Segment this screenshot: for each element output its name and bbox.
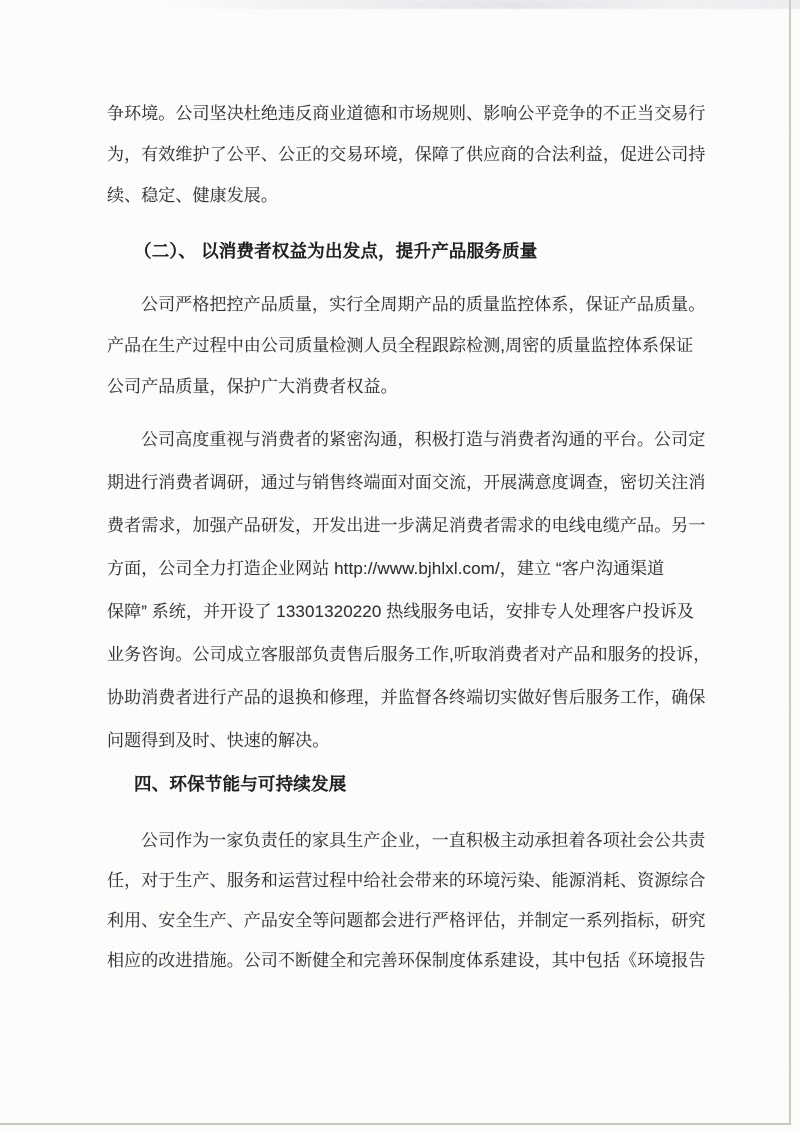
text-line: 任，对于生产、服务和运营过程中给社会带来的环境污染、能源消耗、资源综合 (107, 871, 706, 890)
text-line: 产品在生产过程中由公司质量检测人员全程跟踪检测,周密的质量监控体系保证 (107, 336, 694, 355)
page-edge-vertical-line (789, 0, 791, 1124)
text-line: 方面，公司全力打造企业网站 http://www.bjhlxl.com/，建立 “客户沟通渠道 (107, 559, 665, 578)
text-line: 争环境。公司坚决杜绝违反商业道德和市场规则、影响公平竞争的不正当交易行 (107, 104, 706, 123)
paragraph-fair-trade (107, 93, 706, 216)
text-line: 期进行消费者调研，通过与销售终端面对面交流，开展满意度调查，密切关注消 (107, 473, 706, 492)
text-line: 公司作为一家负责任的家具生产企业，一直积极主动承担着各项社会公共责 (141, 831, 706, 850)
text-line: 问题得到及时、快速的解决。 (107, 731, 330, 750)
text-line: 公司产品质量，保护广大消费者权益。 (107, 377, 398, 396)
text-line: 利用、安全生产、产品安全等问题都会进行严格评估，并制定一系列指标，研究 (107, 911, 706, 930)
text-line: 保障” 系统，并开设了 13301320220 热线服务电话，安排专人处理客户投诉及 (107, 602, 695, 621)
text-line: 为，有效维护了公平、公正的交易环境，保障了供应商的合法利益，促进公司持 (107, 145, 706, 164)
scan-noise-band (160, 0, 800, 9)
text-line: 续、稳定、健康发展。 (107, 186, 278, 205)
text-line: 业务咨询。公司成立客服部负责售后服务工作,听取消费者对产品和服务的投诉， (107, 645, 711, 664)
paragraph-social-responsibility (107, 821, 706, 981)
section-heading-environment: 四、环保节能与可持续发展 (134, 774, 347, 794)
page-edge-horizontal-line (0, 1123, 791, 1125)
text-line: 公司高度重视与消费者的紧密沟通，积极打造与消费者沟通的平台。公司定 (141, 430, 706, 449)
text-line: 相应的改进措施。公司不断健全和完善环保制度体系建设，其中包括《环境报告 (107, 951, 706, 970)
paragraph-quality-control (107, 284, 705, 407)
paragraph-consumer-communication (107, 418, 710, 762)
text-line: 协助消费者进行产品的退换和修理，并监督各终端切实做好售后服务工作，确保 (107, 688, 706, 707)
section-heading-consumer-rights: （二）、 以消费者权益为出发点，提升产品服务质量 (134, 241, 538, 261)
text-line: 费者需求，加强产品研发，开发出进一步满足消费者需求的电线电缆产品。另一 (107, 516, 706, 535)
text-line: 公司严格把控产品质量，实行全周期产品的质量监控体系，保证产品质量。 (141, 295, 706, 314)
